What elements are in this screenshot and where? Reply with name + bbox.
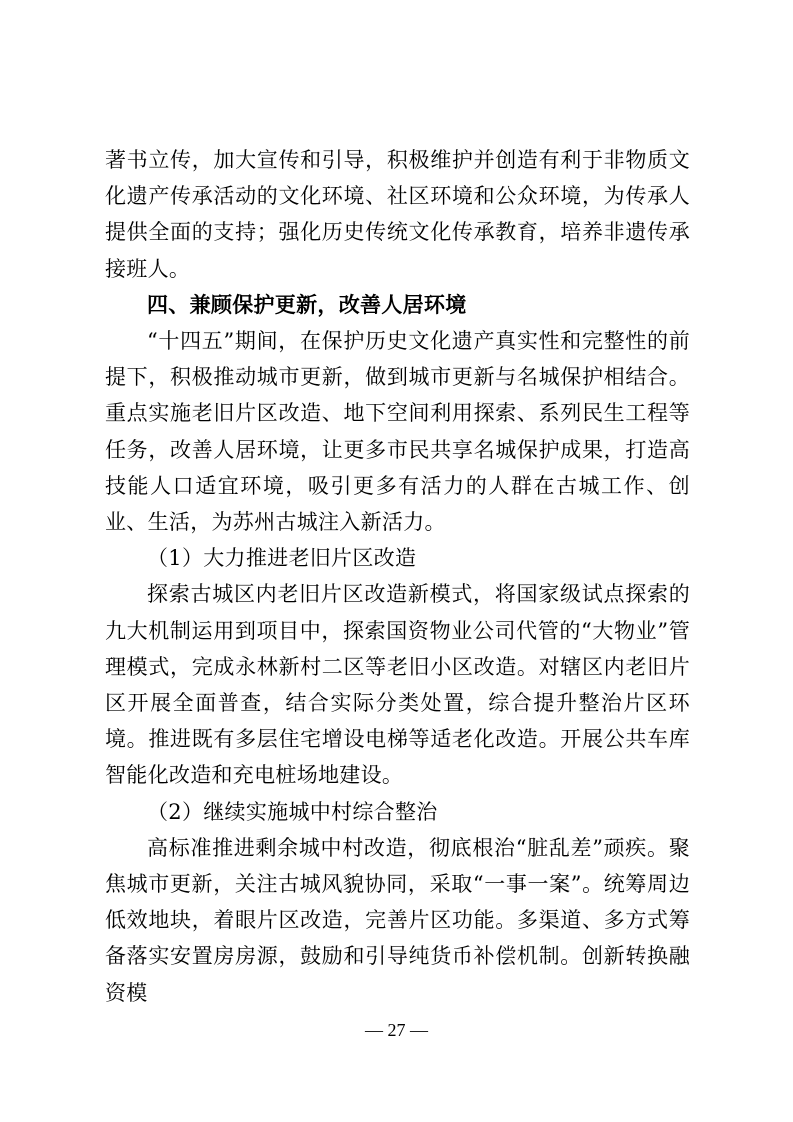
paragraph-subsection-2: 高标准推进剩余城中村改造，彻底根治“脏乱差”顽疾。聚焦城市更新，关注古城风貌协同，采取“一事一案”。统筹周边低效地块，着眼片区改造，完善片区功能。多渠道、多方式筹备落实安置房房源，鼓励和引导纯货币补偿机制。创新转换融资模 (105, 835, 690, 1005)
document-body (105, 142, 690, 1011)
subsection-heading-1: （1）大力推进老旧片区改造 (147, 546, 417, 571)
section-heading-4: 四、兼顾保护更新，改善人居环境 (147, 292, 467, 317)
page-number: — 27 — (365, 1020, 428, 1040)
subsection-heading-2: （2）继续实施城中村综合整治 (147, 799, 438, 824)
paragraph-continuation: 著书立传，加大宣传和引导，积极维护并创造有利于非物质文化遗产传承活动的文化环境、社区环境和公众环境，为传承人提供全面的支持；强化历史传统文化传承教育，培养非遗传承接班人。 (105, 148, 690, 281)
paragraph-section-4-intro: “十四五”期间，在保护历史文化遗产真实性和完整性的前提下，积极推动城市更新，做到城市更新与名城保护相结合。重点实施老旧片区改造、地下空间利用探索、系列民生工程等任务，改善人居环境，让更多市民共享名城保护成果，打造高技能人口适宜环境，吸引更多有活力的人群在古城工作、创业、生活，为苏州古城注入新活力。 (105, 329, 690, 535)
paragraph-subsection-1: 探索古城区内老旧片区改造新模式，将国家级试点探索的九大机制运用到项目中，探索国资物业公司代管的“大物业”管理模式，完成永林新村二区等老旧小区改造。对辖区内老旧片区开展全面普查，结合实际分类处置，综合提升整治片区环境。推进既有多层住宅增设电梯等适老化改造。开展公共车库智能化改造和充电桩场地建设。 (105, 582, 690, 788)
